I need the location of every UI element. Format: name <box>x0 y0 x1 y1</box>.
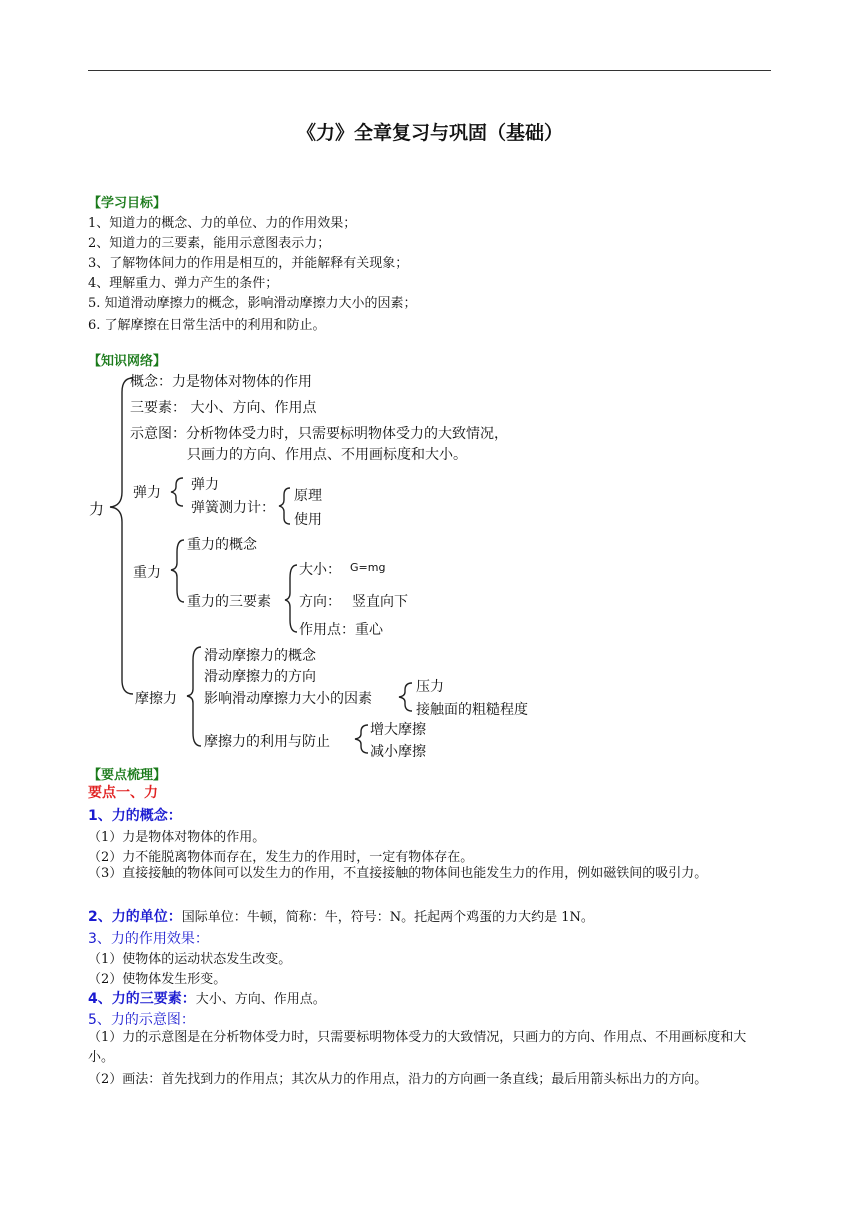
mindmap-diagram-line1: 示意图：分析物体受力时，只需要标明物体受力的大致情况， <box>130 426 508 442</box>
mindmap-magnitude-formula: G=mg <box>350 561 386 574</box>
mindmap-friction-factors: 影响滑动摩擦力大小的因素 <box>204 691 372 707</box>
effect-item: （1）使物体的运动状态发生改变。 <box>88 952 292 967</box>
objective-item: 5. 知道滑动摩擦力的概念，影响滑动摩擦力大小的因素； <box>88 296 417 311</box>
elements-text: 大小、方向、作用点。 <box>195 992 326 1007</box>
section-network-heading: 【知识网络】 <box>88 354 167 369</box>
unit-heading: 2、力的单位： <box>88 909 182 925</box>
mindmap-direction-label: 方向： <box>299 594 341 610</box>
mindmap-spring-scale: 弹簧测力计： <box>191 500 275 516</box>
mindmap-roughness: 接触面的粗糙程度 <box>416 702 528 718</box>
unit-text: 国际单位：牛顿，简称：牛，符号：N。托起两个鸡蛋的力大约是 1N。 <box>181 910 594 925</box>
mindmap-friction-use: 摩擦力的利用与防止 <box>204 734 330 750</box>
mindmap-concept: 概念：力是物体对物体的作用 <box>130 374 312 390</box>
section-objectives-heading: 【学习目标】 <box>88 196 167 211</box>
mindmap-direction-value: 竖直向下 <box>352 594 408 610</box>
mindmap-gravity: 重力 <box>133 565 161 581</box>
mindmap-increase-friction: 增大摩擦 <box>370 722 426 738</box>
mindmap-decrease-friction: 减小摩擦 <box>370 744 426 760</box>
effect-heading: 3、力的作用效果： <box>88 931 209 947</box>
mindmap-gravity-three: 重力的三要素 <box>187 594 271 610</box>
mindmap-magnitude-label: 大小： <box>299 562 341 578</box>
mindmap-root: 力 <box>89 500 105 518</box>
diagram-item: （2）画法：首先找到力的作用点；其次从力的作用点，沿力的方向画一条直线；最后用箭头标出力的方向。 <box>88 1072 708 1087</box>
concept-item: （2）力不能脱离物体而存在，发生力的作用时，一定有物体存在。 <box>88 850 474 865</box>
objective-item: 3、了解物体间力的作用是相互的，并能解释有关现象； <box>88 256 409 271</box>
objective-item: 4、理解重力、弹力产生的条件； <box>88 276 279 291</box>
mindmap-use: 使用 <box>294 512 322 528</box>
page-title: 《力》全章复习与巩固（基础） <box>296 122 563 144</box>
mindmap-principle: 原理 <box>294 488 322 504</box>
mindmap-gravity-concept: 重力的概念 <box>187 537 257 553</box>
mindmap-three-elements: 三要素： 大小、方向、作用点 <box>130 400 317 416</box>
concept-item: （3）直接接触的物体间可以发生力的作用，不直接接触的物体间也能发生力的作用，例如磁铁间的吸引力。 <box>88 866 708 881</box>
elements-paragraph <box>88 988 326 1008</box>
objective-item: 6. 了解摩擦在日常生活中的利用和防止。 <box>88 318 326 333</box>
objective-item: 1、知道力的概念、力的单位、力的作用效果； <box>88 216 357 231</box>
mindmap-friction-direction: 滑动摩擦力的方向 <box>204 669 316 685</box>
elements-heading: 4、力的三要素： <box>88 991 196 1007</box>
unit-paragraph <box>88 906 594 926</box>
concept-item: （1）力是物体对物体的作用。 <box>88 830 266 845</box>
mindmap-elastic-sub1: 弹力 <box>191 477 219 493</box>
concept-heading: 1、力的概念： <box>88 808 182 824</box>
mindmap-elastic: 弹力 <box>133 485 161 501</box>
mindmap-friction-concept: 滑动摩擦力的概念 <box>204 648 316 664</box>
effect-item: （2）使物体发生形变。 <box>88 972 227 987</box>
objective-item: 2、知道力的三要素，能用示意图表示力； <box>88 236 331 251</box>
mindmap-pressure: 压力 <box>416 679 444 695</box>
mindmap-point-of-action: 作用点：重心 <box>299 622 383 638</box>
diagram-item: （1）力的示意图是在分析物体受力时，只需要标明物体受力的大致情况，只画力的方向、作用点、不用画标度和大小。 <box>88 1030 747 1065</box>
point-one-heading: 要点一、力 <box>88 785 158 801</box>
mindmap-diagram-line2: 只画力的方向、作用点、不用画标度和大小。 <box>187 447 467 463</box>
diagram-heading: 5、力的示意图： <box>88 1012 195 1028</box>
section-points-heading: 【要点梳理】 <box>88 768 167 783</box>
mindmap-friction: 摩擦力 <box>135 691 177 707</box>
